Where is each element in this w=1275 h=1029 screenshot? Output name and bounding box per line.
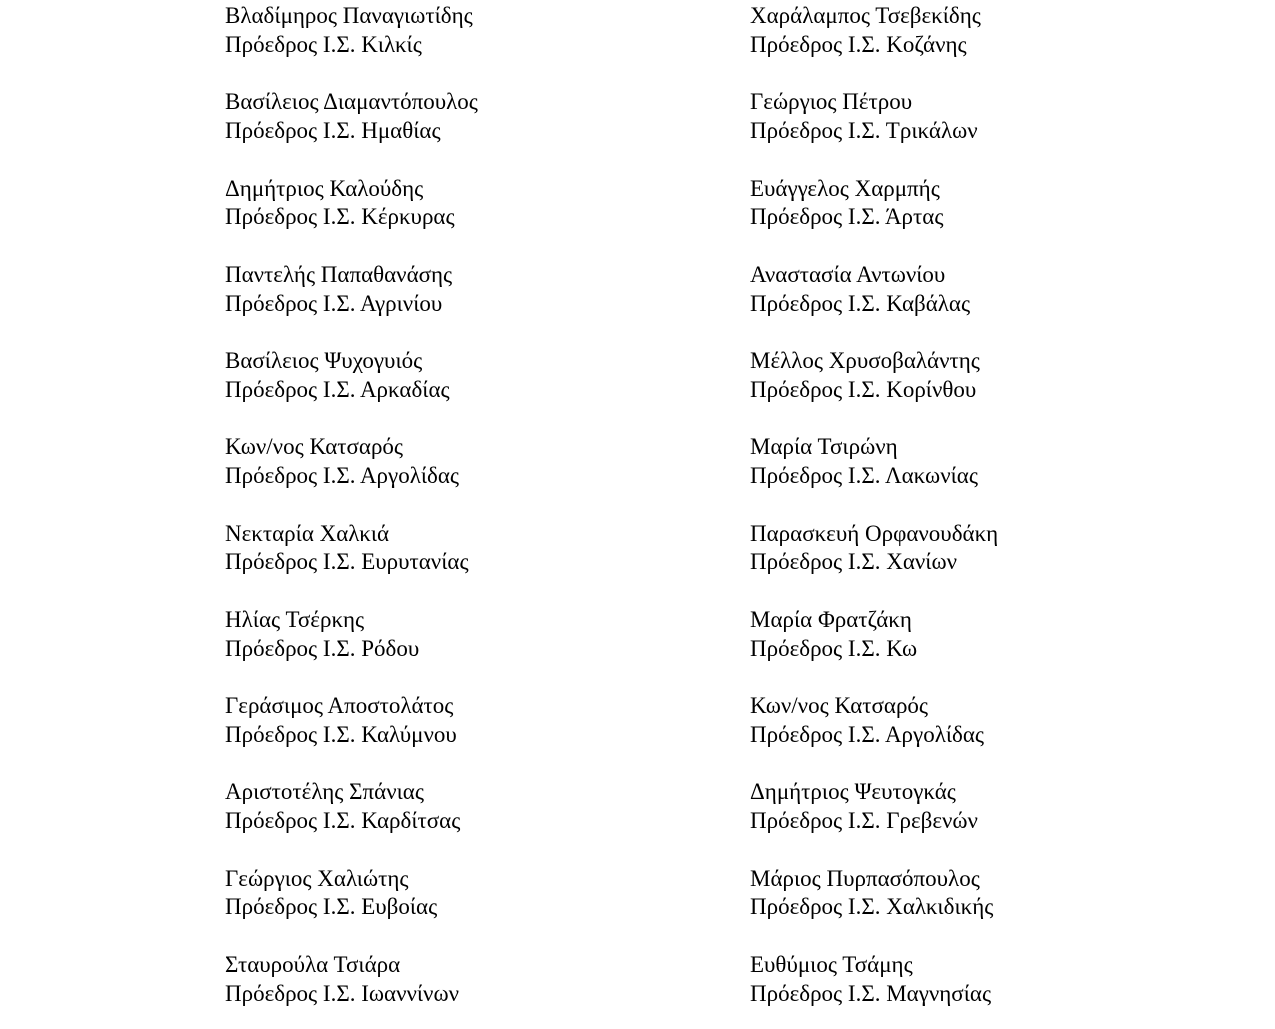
person-title: Πρόεδρος Ι.Σ. Κοζάνης	[750, 31, 967, 57]
person-name: Γεράσιμος Αποστολάτος	[225, 693, 454, 718]
person-title: Πρόεδρος Ι.Σ. Ιωαννίνων	[225, 980, 459, 1006]
person-title: Πρόεδρος Ι.Σ. Κέρκυρας	[225, 204, 455, 230]
person-entry	[750, 606, 998, 664]
person-entry	[750, 88, 998, 146]
person-name: Μαρία Φρατζάκη	[750, 606, 912, 632]
person-name: Κων/νος Κατσαρός	[225, 434, 404, 460]
person-title: Πρόεδρος Ι.Σ. Τρικάλων	[750, 118, 978, 143]
person-name: Δημήτριος Καλούδης	[225, 175, 424, 201]
person-title: Πρόεδρος Ι.Σ. Ευρυτανίας	[225, 549, 469, 575]
person-entry	[225, 865, 478, 923]
person-name: Γεώργιος Χαλιώτης	[225, 865, 409, 891]
person-title: Πρόεδρος Ι.Σ. Κω	[750, 635, 918, 661]
person-title: Πρόεδρος Ι.Σ. Ευβοίας	[225, 894, 438, 920]
person-name: Χαράλαμπος Τσεβεκίδης	[750, 3, 981, 28]
person-entry	[750, 347, 998, 405]
person-title: Πρόεδρος Ι.Σ. Άρτας	[750, 204, 944, 230]
person-title: Πρόεδρος Ι.Σ. Κιλκίς	[225, 31, 422, 57]
person-name: Σταυρούλα Τσιάρα	[225, 951, 401, 977]
person-entry	[225, 692, 478, 750]
person-name: Αριστοτέλης Σπάνιας	[225, 779, 424, 805]
person-entry	[225, 606, 478, 664]
person-name: Γεώργιος Πέτρου	[750, 89, 913, 115]
person-title: Πρόεδρος Ι.Σ. Ημαθίας	[225, 118, 441, 143]
person-title: Πρόεδρος Ι.Σ. Ρόδου	[225, 635, 420, 661]
person-entry	[750, 261, 998, 319]
person-name: Μέλλος Χρυσοβαλάντης	[750, 348, 980, 373]
person-name: Βλαδίμηρος Παναγιωτίδης	[225, 3, 473, 28]
person-entry	[225, 347, 478, 405]
person-title: Πρόεδρος Ι.Σ. Κορίνθου	[750, 376, 977, 402]
person-entry	[750, 433, 998, 491]
person-entry	[750, 778, 998, 836]
person-title: Πρόεδρος Ι.Σ. Γρεβενών	[750, 808, 978, 833]
person-title: Πρόεδρος Ι.Σ. Αργολίδας	[225, 463, 460, 488]
person-title: Πρόεδρος Ι.Σ. Χανίων	[750, 549, 957, 575]
person-name: Μαρία Τσιρώνη	[750, 434, 898, 460]
person-title: Πρόεδρος Ι.Σ. Καλύμνου	[225, 721, 457, 747]
person-name: Βασίλειος Διαμαντόπουλος	[225, 89, 478, 115]
person-entry	[225, 520, 478, 578]
person-title: Πρόεδρος Ι.Σ. Αργολίδας	[750, 721, 985, 747]
person-entry	[225, 778, 478, 836]
person-name: Βασίλειος Ψυχογυιός	[225, 348, 423, 373]
person-name: Αναστασία Αντωνίου	[750, 261, 946, 287]
person-title: Πρόεδρος Ι.Σ. Χαλκιδικής	[750, 894, 994, 920]
person-title: Πρόεδρος Ι.Σ. Αρκαδίας	[225, 376, 450, 402]
person-name: Μάριος Πυρπασόπουλος	[750, 865, 980, 891]
person-entry	[750, 865, 998, 923]
person-entry	[750, 520, 998, 578]
person-title: Πρόεδρος Ι.Σ. Μαγνησίας	[750, 980, 992, 1006]
signatories-column-right	[750, 2, 998, 1029]
person-name: Νεκταρία Χαλκιά	[225, 520, 390, 546]
person-name: Ευθύμιος Τσάμης	[750, 951, 913, 977]
person-name: Παρασκευή Ορφανουδάκη	[750, 520, 999, 546]
person-name: Κων/νος Κατσαρός	[750, 693, 929, 718]
person-title: Πρόεδρος Ι.Σ. Καβάλας	[750, 290, 971, 316]
person-name: Ευάγγελος Χαρμπής	[750, 175, 940, 201]
signatories-column-left	[225, 2, 478, 1029]
person-entry	[225, 175, 478, 233]
person-name: Δημήτριος Ψευτογκάς	[750, 779, 956, 805]
person-entry	[225, 261, 478, 319]
person-entry	[750, 2, 998, 60]
person-title: Πρόεδρος Ι.Σ. Λακωνίας	[750, 463, 978, 488]
person-entry	[750, 175, 998, 233]
person-title: Πρόεδρος Ι.Σ. Καρδίτσας	[225, 808, 461, 833]
person-entry	[225, 2, 478, 60]
person-entry	[225, 951, 478, 1009]
person-title: Πρόεδρος Ι.Σ. Αγρινίου	[225, 290, 443, 316]
person-entry	[750, 692, 998, 750]
person-name: Παντελής Παπαθανάσης	[225, 261, 453, 287]
person-entry	[225, 88, 478, 146]
person-name: Ηλίας Τσέρκης	[225, 606, 365, 632]
person-entry	[750, 951, 998, 1009]
person-entry	[225, 433, 478, 491]
